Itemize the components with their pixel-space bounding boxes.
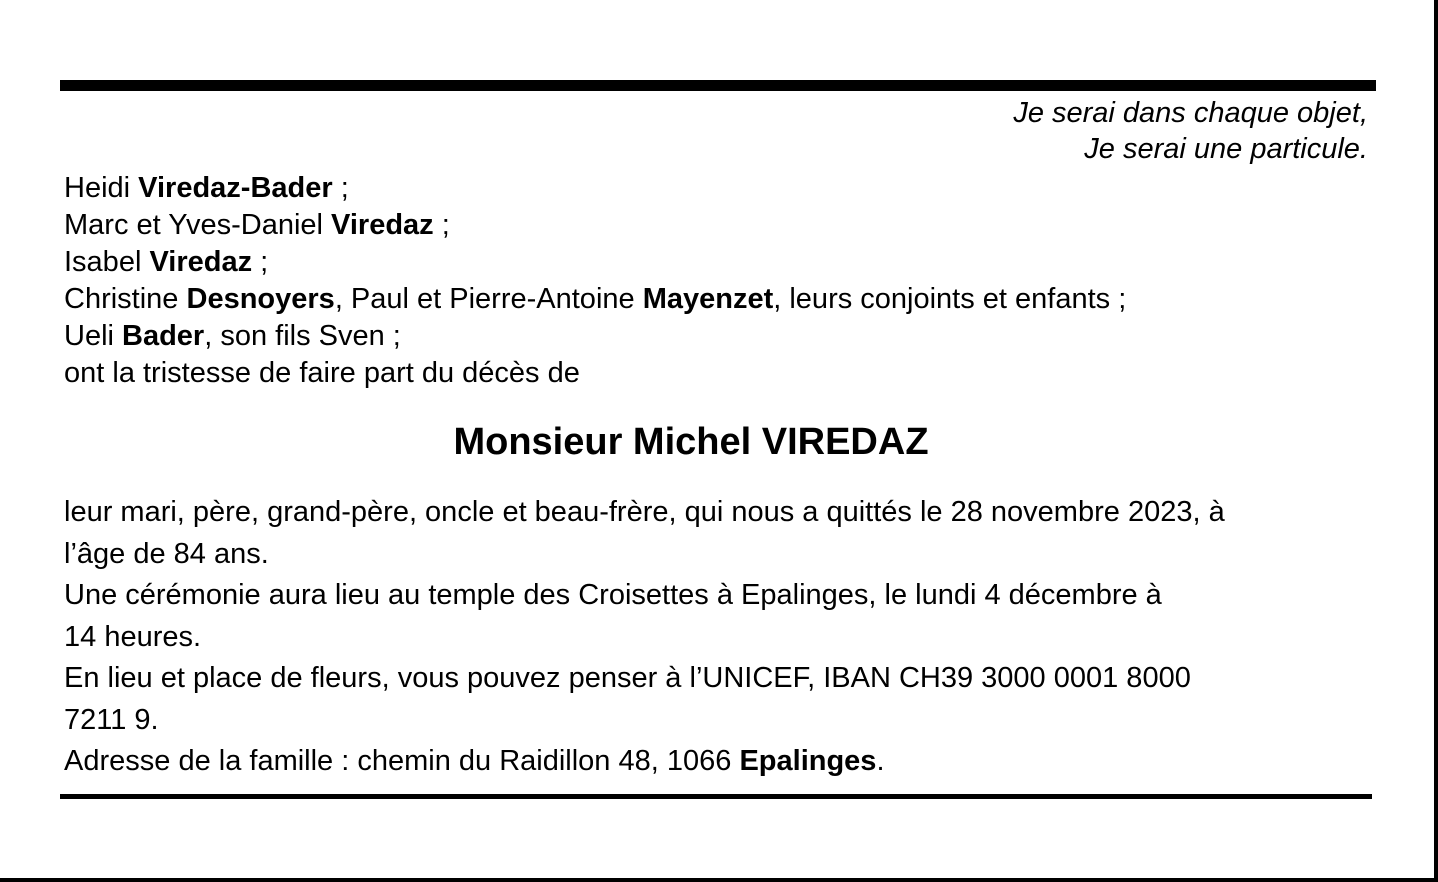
text-segment: 7211 9. (64, 703, 159, 736)
text-line (64, 617, 1225, 659)
emphasized-name: Viredaz-Bader (138, 172, 333, 204)
deceased-name-title: Monsieur Michel VIREDAZ (453, 421, 929, 463)
text-segment: 14 heures. (64, 620, 202, 653)
emphasized-name: Viredaz (331, 209, 434, 241)
text-line (64, 170, 1126, 207)
text-segment: Je serai une particule. (1084, 133, 1368, 165)
emphasized-name: Bader (122, 320, 205, 352)
text-line (64, 244, 1126, 281)
text-line (64, 741, 1225, 783)
text-segment: Ueli (64, 320, 123, 352)
text-line (64, 281, 1126, 318)
text-line (1013, 131, 1368, 167)
top-rule (60, 80, 1376, 91)
text-line (64, 207, 1126, 244)
text-segment: Christine (64, 283, 187, 315)
text-segment: leur mari, père, grand-père, oncle et beau-frère, qui nous a quittés le 28 novembre 2023, à (64, 496, 1225, 528)
text-line (1013, 95, 1368, 131)
emphasized-name: Desnoyers (186, 283, 335, 315)
emphasized-name: Viredaz (149, 246, 253, 278)
text-line (64, 534, 1225, 576)
text-segment: ; (332, 172, 349, 204)
text-segment: l’âge de 84 ans. (64, 537, 269, 570)
family-announcement (64, 170, 1126, 392)
text-segment: Isabel (64, 246, 150, 278)
emphasized-name: Epalinges (739, 745, 877, 777)
page-edge-right (1434, 0, 1438, 882)
text-segment: Une cérémonie aura lieu au temple des Croisettes à Epalinges, le lundi 4 décembre à (64, 579, 1162, 611)
text-segment: Heidi (64, 172, 139, 204)
text-segment: Adresse de la famille : chemin du Raidillon 48, 1066 (64, 745, 740, 777)
text-line (64, 575, 1225, 617)
text-segment: Je serai dans chaque objet, (1013, 97, 1368, 129)
text-line (64, 492, 1225, 534)
text-line (64, 355, 1126, 392)
text-segment: , Paul et Pierre-Antoine (334, 283, 643, 315)
bottom-rule (60, 794, 1372, 799)
text-line (64, 658, 1225, 700)
text-line (64, 700, 1225, 742)
text-segment: En lieu et place de fleurs, vous pouvez penser à l’UNICEF, IBAN CH39 3000 0001 8000 (64, 662, 1191, 694)
text-segment: , leurs conjoints et enfants ; (773, 283, 1127, 315)
text-segment: . (876, 745, 885, 777)
epigraph-quote (1013, 95, 1368, 167)
text-segment: ; (252, 246, 269, 278)
emphasized-name: Mayenzet (642, 283, 774, 315)
text-segment: Marc et Yves-Daniel (64, 209, 332, 241)
text-segment: , son fils Sven ; (204, 320, 401, 352)
announcement-body (64, 492, 1225, 783)
text-segment: ; (433, 209, 450, 241)
text-line (64, 318, 1126, 355)
text-segment: ont la tristesse de faire part du décès de (64, 357, 580, 389)
page-edge-bottom (0, 878, 1438, 882)
